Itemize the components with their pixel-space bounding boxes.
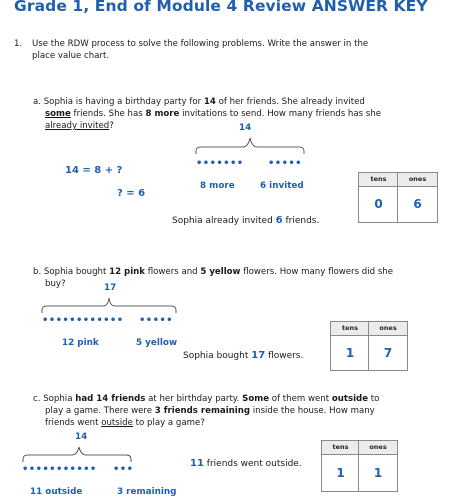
part-b-dots-left: ••••••••••••: [42, 315, 124, 326]
ones-value: 7: [383, 346, 393, 360]
part-a-dots-right: •••••: [268, 158, 302, 169]
part-c-line-1: c. Sophia had 14 friends at her birthday party. Some of them went outside to: [33, 394, 380, 404]
part-c-label-left: 11 outside: [30, 487, 83, 497]
part-a-place-value-chart: [358, 172, 438, 223]
ones-header: ones: [359, 441, 397, 455]
part-c-label-right: 3 remaining: [117, 487, 177, 497]
part-a-brace-total: 14: [239, 123, 252, 133]
part-b-dots-right: •••••: [139, 315, 173, 326]
tens-value: 1: [336, 466, 345, 480]
tens-value: 1: [345, 346, 355, 360]
ones-header: ones: [369, 322, 407, 336]
tens-header: tens: [331, 322, 369, 336]
ones-value: 1: [373, 466, 383, 480]
part-c-place-value-chart: [321, 440, 398, 492]
part-b-answer-sentence: Sophia bought 17 flowers.: [183, 350, 304, 361]
part-b-label-left: 12 pink: [62, 338, 99, 348]
instruction-line-1: Use the RDW process to solve the following problems. Write the answer in the: [32, 39, 369, 49]
part-a-line-1: a. Sophia is having a birthday party for 14 of her friends. She already invited: [33, 97, 365, 107]
part-b-place-value-chart: [330, 321, 408, 371]
part-a-line-3: already invited?: [45, 121, 114, 131]
part-c-dots-left: •••••••••••: [22, 464, 97, 475]
part-b-brace: [41, 297, 177, 315]
part-c-brace-total: 14: [75, 432, 88, 442]
tens-value: 0: [374, 197, 383, 211]
part-a-answer-sentence: Sophia already invited 6 friends.: [172, 215, 320, 226]
part-c-brace: [22, 446, 132, 464]
part-c-answer-sentence: 11 friends went outside.: [190, 458, 302, 469]
ones-value: 6: [413, 197, 422, 211]
instruction-line-2: place value chart.: [32, 51, 110, 61]
tens-header: tens: [322, 441, 359, 455]
part-a-equation-1: 14 = 8 + ?: [65, 165, 123, 176]
part-c-line-2: play a game. There were 3 friends remaining inside the house. How many: [45, 406, 375, 416]
part-a-dots-left: •••••••: [196, 158, 244, 169]
part-b-brace-total: 17: [104, 283, 117, 293]
part-c-dots-right: •••: [113, 464, 134, 475]
ones-header: ones: [398, 173, 437, 187]
part-a-label-left: 8 more: [200, 181, 235, 191]
part-b-label-right: 5 yellow: [136, 338, 178, 348]
tens-header: tens: [359, 173, 398, 187]
part-a-label-right: 6 invited: [260, 181, 304, 191]
part-c-line-3: friends went outside to play a game?: [45, 418, 205, 428]
question-number: 1.: [14, 39, 23, 49]
page-title: Grade 1, End of Module 4 Review ANSWER KEY: [14, 0, 428, 15]
part-b-line-1: b. Sophia bought 12 pink flowers and 5 yellow flowers. How many flowers did she: [33, 267, 394, 277]
part-b-line-2: buy?: [45, 279, 66, 289]
part-a-brace: [195, 137, 305, 157]
part-a-equation-2: ? = 6: [117, 188, 146, 199]
part-a-line-2: some friends. She has 8 more invitations to send. How many friends has she: [45, 109, 382, 119]
